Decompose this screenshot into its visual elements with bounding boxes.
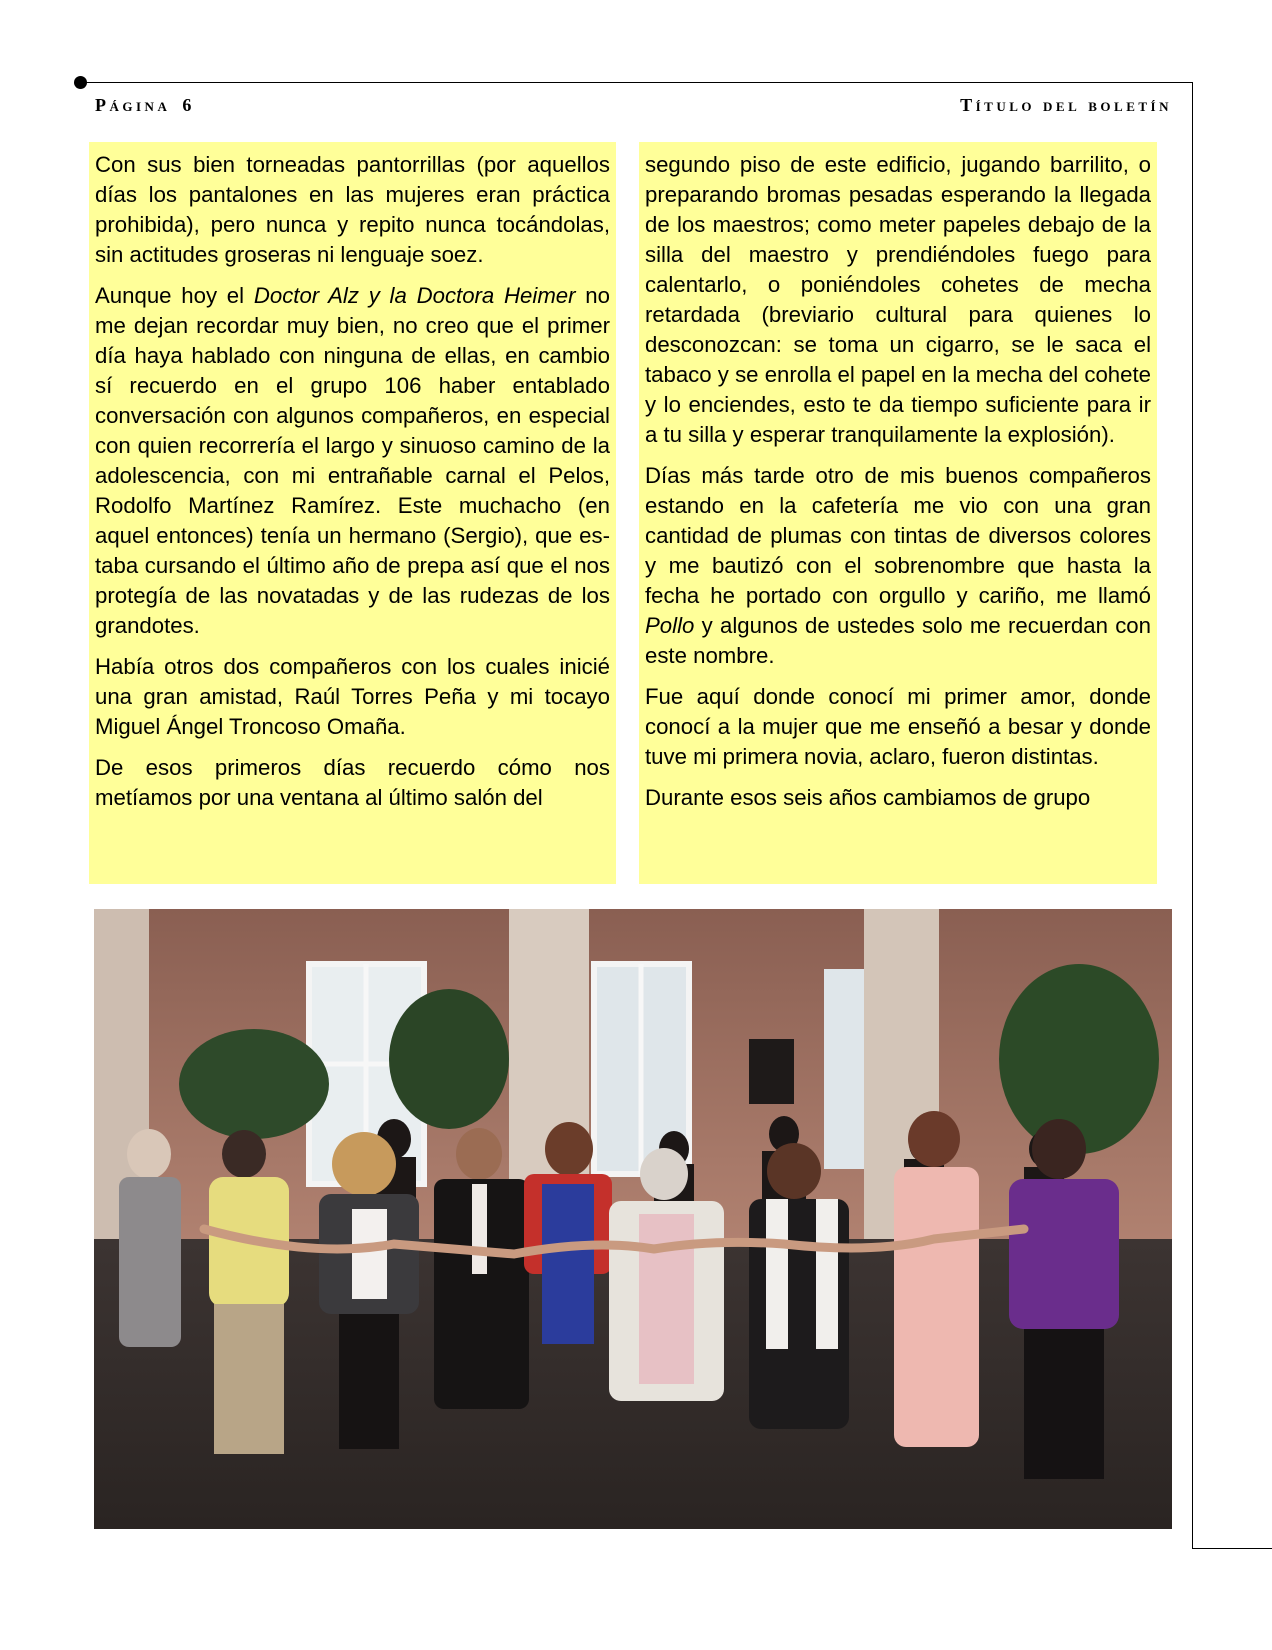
- paragraph: Fue aquí donde conocí mi primer amor, donde conocí a la mujer que me enseñó a besar y donde tuve mi primera novia, aclaro, fueron distintas.: [645, 684, 1151, 769]
- page-label: Página: [95, 95, 171, 115]
- right-rule: [1192, 82, 1193, 1548]
- paragraph: Aunque hoy el Doctor Alz y la Doctora Heimer no me dejan recordar muy bien, no creo que el primer día haya hablado con ninguna de ellas, en cambio sí recuerdo en el grupo 106 haber entablado conversación con algunos compañeros, en especial con quien recorrería el largo y sinuoso camino de la adolescencia, con mi entrañable carnal el Pelos, Rodolfo Martínez Ramírez. Este muchacho (en aquel entonces) tenía un hermano (Sergio), que estaba cursando el último año de prepa así que el nos protegía de las novatadas y de las rudezas de los grandotes.: [95, 283, 610, 638]
- italic-phrase: Doctor Alz y la Doctora Heimer: [253, 283, 576, 308]
- page-number: 6: [182, 95, 195, 115]
- left-text-column: [89, 142, 616, 884]
- paragraph: segundo piso de este edificio, jugando barrilito, o preparando bromas pesadas esperando la llegada de los maestros; como meter papeles debajo de la silla del maestro y prendiéndoles fuego para calentarlo, o poniéndoles cohetes de mecha retardada (breviario cultural para quienes lo desconozcan: se toma un cigarro, se le saca el tabaco y se enrolla el papel en la mecha del cohete y lo enciendes, esto te da tiempo suficiente para ir a tu silla y esperar tranquilamente la explosión).: [645, 152, 1151, 447]
- paragraph: Había otros dos compañeros con los cuales inicié una gran amistad, Raúl Torres Peña y mi tocayo Miguel Ángel Troncoso Omaña.: [95, 654, 610, 739]
- paragraph: Días más tarde otro de mis buenos compañeros estando en la cafetería me vio con una gran cantidad de plumas con tintas de diversos colores y me bautizó con el sobrenombre que hasta la fecha he portado con orgullo y cariño, me llamó Pollo y algunos de ustedes solo me recuerdan con este nombre.: [645, 463, 1151, 668]
- group-dancing-photo: [94, 909, 1172, 1529]
- right-text-column: [639, 142, 1157, 884]
- photo-illustration: [94, 909, 1172, 1529]
- page-number-header: [95, 95, 195, 116]
- italic-nickname: Pollo: [645, 613, 695, 638]
- paragraph: Con sus bien torneadas pantorrillas (por aquellos días los pantalones en las mujeres eran práctica prohibida), pero nunca y repito nunca tocándolas, sin actitudes groseras ni lenguaje soez.: [95, 152, 610, 267]
- paragraph: Durante esos seis años cambiamos de grupo: [645, 785, 1091, 810]
- top-rule: [80, 82, 1193, 83]
- paragraph: De esos primeros días recuerdo cómo nos metíamos por una ventana al último salón del: [95, 755, 610, 810]
- bottom-rule: [1192, 1548, 1272, 1549]
- newsletter-title: Título del boletín: [960, 95, 1172, 115]
